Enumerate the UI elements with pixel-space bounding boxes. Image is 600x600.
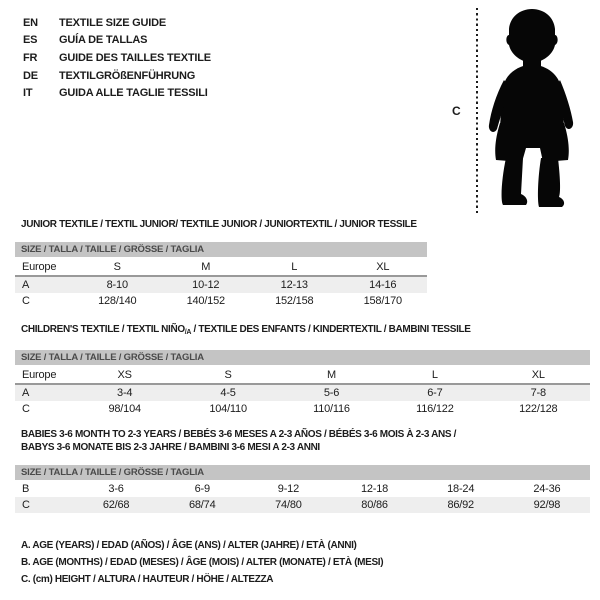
region-label: Europe <box>15 258 73 276</box>
value-cell: 24-36 <box>533 483 561 495</box>
size-table <box>15 258 427 309</box>
column-header-row <box>15 366 590 384</box>
size-table <box>15 481 590 513</box>
language-title: GUÍA DE TALLAS <box>59 34 148 47</box>
column-header-row <box>15 258 427 276</box>
value-cell: 5-6 <box>323 387 340 399</box>
note-line: A. AGE (YEARS) / EDAD (AÑOS) / ÂGE (ANS) / ALTER (JAHRE) / ETÀ (ANNI) <box>21 540 357 551</box>
title-text: CHILDREN'S TEXTILE / TEXTIL NIÑO <box>21 324 185 335</box>
size-column-header: M <box>280 366 383 384</box>
language-row <box>23 67 211 85</box>
section-title-line <box>21 218 427 231</box>
value-cell: 92/98 <box>533 499 561 511</box>
baby-silhouette-icon <box>485 8 579 212</box>
size-column-header: L <box>383 366 486 384</box>
height-measure-line <box>476 8 478 213</box>
language-row <box>23 32 211 50</box>
title-subscript: /A <box>184 329 192 336</box>
size-header-bar: SIZE / TALLA / TAILLE / GRÖSSE / TAGLIA <box>15 465 590 480</box>
value-cell: 4-5 <box>220 387 236 399</box>
value-cell: 12-13 <box>280 279 308 291</box>
value-cell: 158/170 <box>363 295 402 307</box>
value-cell: 8-10 <box>106 279 128 291</box>
table-row <box>15 293 427 309</box>
section-title <box>21 218 427 231</box>
size-column-header: XS <box>73 366 176 384</box>
section-title-line <box>21 441 590 454</box>
value-cell: 6-7 <box>427 387 443 399</box>
section-title <box>21 428 590 454</box>
size-column-header: XL <box>487 366 590 384</box>
language-row <box>23 14 211 32</box>
title-text: BABYS 3-6 MONATE BIS 2-3 JAHRE / BAMBINI 3-6 MESI A 2-3 ANNI <box>21 442 320 453</box>
table-row <box>15 384 590 401</box>
row-label: C <box>22 295 30 307</box>
size-column-header: M <box>162 258 251 276</box>
size-header-bar: SIZE / TALLA / TAILLE / GRÖSSE / TAGLIA <box>15 350 590 365</box>
language-title: TEXTILGRÖßENFÜHRUNG <box>59 69 196 82</box>
value-cell: 18-24 <box>447 483 475 495</box>
value-cell: 80/86 <box>361 499 388 511</box>
value-cell: 128/140 <box>98 295 137 307</box>
language-row <box>23 49 211 67</box>
language-code: DE <box>23 69 38 82</box>
value-cell: 152/158 <box>275 295 314 307</box>
table-row <box>15 497 590 513</box>
value-cell: 12-18 <box>360 483 389 495</box>
table-row <box>15 481 590 497</box>
language-code: IT <box>23 87 33 100</box>
section-children-textile <box>15 323 590 417</box>
notes-list <box>15 537 383 588</box>
value-cell: 104/110 <box>209 403 247 415</box>
value-cell: 86/92 <box>447 499 474 511</box>
row-label: B <box>22 483 30 495</box>
size-column-header: XL <box>339 258 428 276</box>
language-row <box>23 84 211 102</box>
value-cell: 9-12 <box>277 483 299 495</box>
title-text: BABIES 3-6 MONTH TO 2-3 YEARS / BEBÉS 3-6 MESES A 2-3 AÑOS / BÉBÉS 3-6 MOIS À 2-3 ANS / <box>21 429 457 440</box>
value-cell: 116/122 <box>416 403 454 415</box>
table-row <box>15 276 427 293</box>
section-title <box>21 323 590 339</box>
language-title: TEXTILE SIZE GUIDE <box>59 16 167 29</box>
size-column-header: L <box>250 258 339 276</box>
row-label: C <box>22 403 30 415</box>
section-title-line <box>21 323 590 339</box>
size-table <box>15 366 590 417</box>
section-junior-textile <box>15 218 427 309</box>
row-label: C <box>22 499 30 511</box>
value-cell: 122/128 <box>519 403 558 415</box>
value-cell: 6-9 <box>194 483 210 495</box>
language-title: GUIDA ALLE TAGLIE TESSILI <box>59 87 208 100</box>
language-code: ES <box>23 34 38 47</box>
value-cell: 3-4 <box>117 387 133 399</box>
language-code: FR <box>23 51 38 64</box>
note-line: B. AGE (MONTHS) / EDAD (MESES) / ÂGE (MOIS) / ALTER (MONATE) / ETÀ (MESI) <box>21 557 384 568</box>
size-header-bar: SIZE / TALLA / TAILLE / GRÖSSE / TAGLIA <box>15 242 427 257</box>
row-label: A <box>22 279 30 291</box>
language-title: GUIDE DES TAILLES TEXTILE <box>59 51 211 64</box>
size-column-header: S <box>176 366 279 384</box>
value-cell: 68/74 <box>188 499 216 511</box>
value-cell: 3-6 <box>108 483 124 495</box>
row-label: A <box>22 387 30 399</box>
region-label: Europe <box>15 366 73 384</box>
title-text: JUNIOR TEXTILE / TEXTIL JUNIOR/ TEXTILE JUNIOR / JUNIORTEXTIL / JUNIOR TESSILE <box>21 219 417 230</box>
language-title-list <box>23 14 211 102</box>
size-column-header: S <box>73 258 162 276</box>
title-text: / TEXTILE DES ENFANTS / KINDERTEXTIL / BAMBINI TESSILE <box>191 324 471 335</box>
value-cell: 98/104 <box>108 403 141 415</box>
value-cell: 10-12 <box>192 279 220 291</box>
value-cell: 7-8 <box>530 387 546 399</box>
section-title-line <box>21 428 590 441</box>
value-cell: 110/116 <box>313 403 350 415</box>
table-row <box>15 401 590 417</box>
language-code: EN <box>23 16 38 29</box>
height-measure-label: C <box>452 104 461 118</box>
value-cell: 140/152 <box>186 295 225 307</box>
value-cell: 14-16 <box>369 279 397 291</box>
value-cell: 62/68 <box>102 499 130 511</box>
section-babies-textile <box>15 428 590 513</box>
note-line: C. (cm) HEIGHT / ALTURA / HAUTEUR / HÖHE / ALTEZZA <box>21 574 274 585</box>
value-cell: 74/80 <box>275 499 302 511</box>
